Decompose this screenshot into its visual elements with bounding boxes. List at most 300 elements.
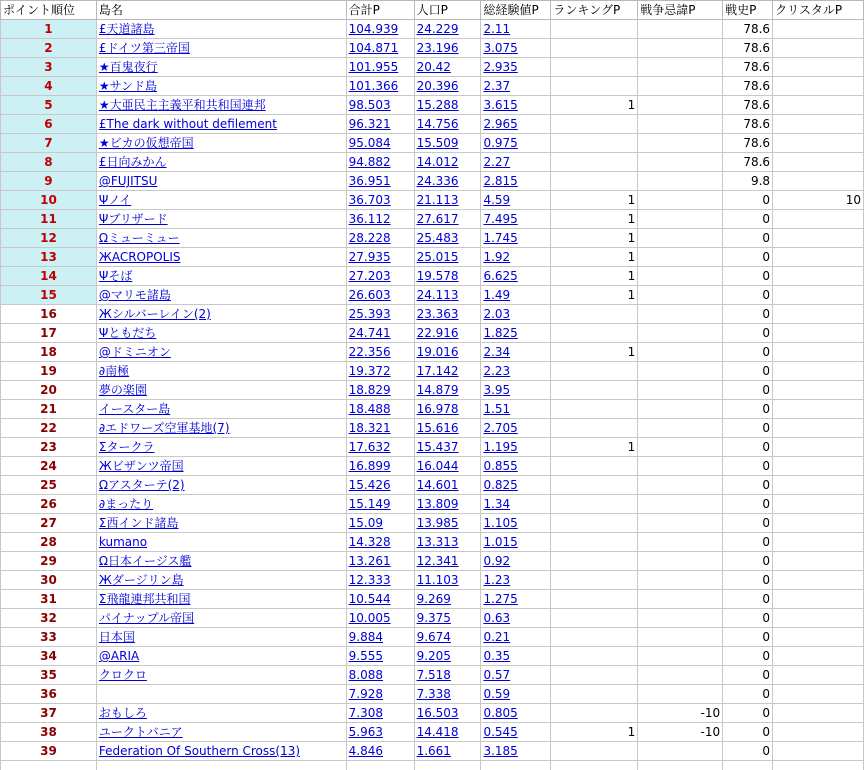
rank-cell[interactable]: 24 <box>1 457 97 476</box>
experience-points-link[interactable]: 3.185 <box>481 742 551 761</box>
experience-points-link[interactable]: 2.34 <box>481 343 551 362</box>
rank-cell[interactable]: 6 <box>1 115 97 134</box>
total-points-link[interactable]: 18.829 <box>346 381 414 400</box>
war-avoidance-cell[interactable] <box>638 58 723 77</box>
population-points-link[interactable]: 24.113 <box>414 286 481 305</box>
ranking-points-cell[interactable] <box>551 533 638 552</box>
population-points-link[interactable]: 21.113 <box>414 191 481 210</box>
war-history-cell[interactable]: 0 <box>723 248 773 267</box>
rank-cell[interactable]: 13 <box>1 248 97 267</box>
war-history-cell[interactable]: 78.6 <box>723 58 773 77</box>
population-points-link[interactable]: 7.338 <box>414 685 481 704</box>
crystal-points-cell[interactable] <box>773 362 864 381</box>
crystal-points-cell[interactable] <box>773 742 864 761</box>
ranking-points-cell[interactable]: 1 <box>551 286 638 305</box>
island-name-link[interactable] <box>96 685 346 704</box>
total-points-link[interactable]: 36.951 <box>346 172 414 191</box>
header-cell-ranking[interactable]: ランキングP <box>551 1 638 20</box>
population-points-link[interactable]: 20.42 <box>414 58 481 77</box>
rank-cell[interactable]: 26 <box>1 495 97 514</box>
experience-points-link[interactable]: 2.965 <box>481 115 551 134</box>
war-avoidance-cell[interactable] <box>638 552 723 571</box>
war-history-cell[interactable]: 0 <box>723 324 773 343</box>
war-history-cell[interactable]: 0 <box>723 267 773 286</box>
war-history-cell[interactable]: 0 <box>723 457 773 476</box>
war-history-cell[interactable]: 78.6 <box>723 20 773 39</box>
ranking-points-cell[interactable] <box>551 115 638 134</box>
war-avoidance-cell[interactable] <box>638 210 723 229</box>
island-name-link[interactable]: £The dark without defilement <box>96 115 346 134</box>
empty-cell[interactable] <box>96 761 346 770</box>
total-points-link[interactable]: 12.333 <box>346 571 414 590</box>
empty-cell[interactable] <box>414 761 481 770</box>
rank-cell[interactable]: 7 <box>1 134 97 153</box>
war-history-cell[interactable]: 0 <box>723 286 773 305</box>
experience-points-link[interactable]: 7.495 <box>481 210 551 229</box>
crystal-points-cell[interactable] <box>773 324 864 343</box>
war-avoidance-cell[interactable] <box>638 229 723 248</box>
rank-cell[interactable]: 23 <box>1 438 97 457</box>
ranking-points-cell[interactable] <box>551 628 638 647</box>
war-history-cell[interactable]: 0 <box>723 533 773 552</box>
island-name-link[interactable]: £天道諸島 <box>96 20 346 39</box>
war-history-cell[interactable]: 0 <box>723 210 773 229</box>
rank-cell[interactable]: 18 <box>1 343 97 362</box>
ranking-points-cell[interactable] <box>551 647 638 666</box>
war-avoidance-cell[interactable] <box>638 609 723 628</box>
total-points-link[interactable]: 14.328 <box>346 533 414 552</box>
total-points-link[interactable]: 96.321 <box>346 115 414 134</box>
total-points-link[interactable]: 15.426 <box>346 476 414 495</box>
war-history-cell[interactable]: 0 <box>723 419 773 438</box>
crystal-points-cell[interactable] <box>773 514 864 533</box>
rank-cell[interactable]: 15 <box>1 286 97 305</box>
experience-points-link[interactable]: 1.825 <box>481 324 551 343</box>
rank-cell[interactable]: 17 <box>1 324 97 343</box>
rank-cell[interactable]: 31 <box>1 590 97 609</box>
ranking-points-cell[interactable] <box>551 305 638 324</box>
empty-cell[interactable] <box>773 761 864 770</box>
population-points-link[interactable]: 14.601 <box>414 476 481 495</box>
rank-cell[interactable]: 19 <box>1 362 97 381</box>
experience-points-link[interactable]: 0.545 <box>481 723 551 742</box>
total-points-link[interactable]: 36.112 <box>346 210 414 229</box>
experience-points-link[interactable]: 0.855 <box>481 457 551 476</box>
war-history-cell[interactable]: 0 <box>723 609 773 628</box>
ranking-points-cell[interactable] <box>551 666 638 685</box>
population-points-link[interactable]: 22.916 <box>414 324 481 343</box>
population-points-link[interactable]: 19.016 <box>414 343 481 362</box>
rank-cell[interactable]: 34 <box>1 647 97 666</box>
experience-points-link[interactable]: 1.23 <box>481 571 551 590</box>
population-points-link[interactable]: 15.509 <box>414 134 481 153</box>
total-points-link[interactable]: 18.488 <box>346 400 414 419</box>
island-name-link[interactable]: Ωミューミュー <box>96 229 346 248</box>
population-points-link[interactable]: 13.313 <box>414 533 481 552</box>
experience-points-link[interactable]: 0.59 <box>481 685 551 704</box>
war-avoidance-cell[interactable] <box>638 457 723 476</box>
population-points-link[interactable]: 16.503 <box>414 704 481 723</box>
population-points-link[interactable]: 1.661 <box>414 742 481 761</box>
total-points-link[interactable]: 27.203 <box>346 267 414 286</box>
total-points-link[interactable]: 101.955 <box>346 58 414 77</box>
crystal-points-cell[interactable] <box>773 153 864 172</box>
header-cell-island[interactable]: 島名 <box>96 1 346 20</box>
island-name-link[interactable]: イースター島 <box>96 400 346 419</box>
population-points-link[interactable]: 24.336 <box>414 172 481 191</box>
crystal-points-cell[interactable] <box>773 58 864 77</box>
total-points-link[interactable]: 19.372 <box>346 362 414 381</box>
rank-cell[interactable]: 3 <box>1 58 97 77</box>
experience-points-link[interactable]: 0.57 <box>481 666 551 685</box>
crystal-points-cell[interactable] <box>773 685 864 704</box>
crystal-points-cell[interactable] <box>773 476 864 495</box>
crystal-points-cell[interactable] <box>773 248 864 267</box>
ranking-points-cell[interactable] <box>551 552 638 571</box>
population-points-link[interactable]: 14.012 <box>414 153 481 172</box>
population-points-link[interactable]: 17.142 <box>414 362 481 381</box>
header-cell-rank[interactable]: ポイント順位 <box>1 1 97 20</box>
ranking-points-cell[interactable] <box>551 514 638 533</box>
war-history-cell[interactable]: 0 <box>723 362 773 381</box>
ranking-points-cell[interactable] <box>551 495 638 514</box>
population-points-link[interactable]: 14.756 <box>414 115 481 134</box>
population-points-link[interactable]: 15.288 <box>414 96 481 115</box>
population-points-link[interactable]: 19.578 <box>414 267 481 286</box>
header-cell-exp[interactable]: 総経験値P <box>481 1 551 20</box>
crystal-points-cell[interactable] <box>773 419 864 438</box>
crystal-points-cell[interactable] <box>773 381 864 400</box>
island-name-link[interactable]: Ψノイ <box>96 191 346 210</box>
total-points-link[interactable]: 94.882 <box>346 153 414 172</box>
total-points-link[interactable]: 18.321 <box>346 419 414 438</box>
experience-points-link[interactable]: 1.195 <box>481 438 551 457</box>
header-cell-crystal[interactable]: クリスタルP <box>773 1 864 20</box>
crystal-points-cell[interactable] <box>773 172 864 191</box>
ranking-points-cell[interactable] <box>551 571 638 590</box>
experience-points-link[interactable]: 0.825 <box>481 476 551 495</box>
experience-points-link[interactable]: 0.21 <box>481 628 551 647</box>
crystal-points-cell[interactable] <box>773 571 864 590</box>
population-points-link[interactable]: 9.269 <box>414 590 481 609</box>
population-points-link[interactable]: 25.015 <box>414 248 481 267</box>
crystal-points-cell[interactable] <box>773 666 864 685</box>
war-avoidance-cell[interactable] <box>638 191 723 210</box>
experience-points-link[interactable]: 1.49 <box>481 286 551 305</box>
war-history-cell[interactable]: 0 <box>723 495 773 514</box>
ranking-points-cell[interactable]: 1 <box>551 248 638 267</box>
war-history-cell[interactable]: 0 <box>723 685 773 704</box>
war-avoidance-cell[interactable] <box>638 248 723 267</box>
war-avoidance-cell[interactable] <box>638 172 723 191</box>
total-points-link[interactable]: 36.703 <box>346 191 414 210</box>
crystal-points-cell[interactable] <box>773 438 864 457</box>
war-history-cell[interactable]: 0 <box>723 381 773 400</box>
island-name-link[interactable]: ユークトバニア <box>96 723 346 742</box>
experience-points-link[interactable]: 4.59 <box>481 191 551 210</box>
experience-points-link[interactable]: 0.35 <box>481 647 551 666</box>
war-avoidance-cell[interactable] <box>638 362 723 381</box>
war-avoidance-cell[interactable] <box>638 381 723 400</box>
war-avoidance-cell[interactable] <box>638 267 723 286</box>
war-avoidance-cell[interactable] <box>638 533 723 552</box>
war-avoidance-cell[interactable] <box>638 343 723 362</box>
crystal-points-cell[interactable] <box>773 400 864 419</box>
total-points-link[interactable]: 7.928 <box>346 685 414 704</box>
war-avoidance-cell[interactable] <box>638 628 723 647</box>
crystal-points-cell[interactable] <box>773 286 864 305</box>
ranking-points-cell[interactable]: 1 <box>551 96 638 115</box>
crystal-points-cell[interactable] <box>773 704 864 723</box>
crystal-points-cell[interactable] <box>773 723 864 742</box>
population-points-link[interactable]: 25.483 <box>414 229 481 248</box>
experience-points-link[interactable]: 0.63 <box>481 609 551 628</box>
war-avoidance-cell[interactable]: -10 <box>638 723 723 742</box>
island-name-link[interactable]: Ψそば <box>96 267 346 286</box>
experience-points-link[interactable]: 2.03 <box>481 305 551 324</box>
rank-cell[interactable]: 37 <box>1 704 97 723</box>
crystal-points-cell[interactable] <box>773 457 864 476</box>
rank-cell[interactable]: 35 <box>1 666 97 685</box>
rank-cell[interactable]: 9 <box>1 172 97 191</box>
ranking-points-cell[interactable]: 1 <box>551 438 638 457</box>
ranking-points-cell[interactable] <box>551 39 638 58</box>
war-avoidance-cell[interactable] <box>638 476 723 495</box>
population-points-link[interactable]: 9.205 <box>414 647 481 666</box>
war-avoidance-cell[interactable] <box>638 134 723 153</box>
rank-cell[interactable]: 22 <box>1 419 97 438</box>
war-history-cell[interactable]: 0 <box>723 400 773 419</box>
rank-cell[interactable]: 36 <box>1 685 97 704</box>
rank-cell[interactable]: 11 <box>1 210 97 229</box>
empty-cell[interactable] <box>723 761 773 770</box>
crystal-points-cell[interactable] <box>773 495 864 514</box>
total-points-link[interactable]: 15.09 <box>346 514 414 533</box>
total-points-link[interactable]: 8.088 <box>346 666 414 685</box>
war-history-cell[interactable]: 0 <box>723 742 773 761</box>
war-history-cell[interactable]: 0 <box>723 552 773 571</box>
crystal-points-cell[interactable] <box>773 609 864 628</box>
experience-points-link[interactable]: 1.92 <box>481 248 551 267</box>
rank-cell[interactable]: 39 <box>1 742 97 761</box>
experience-points-link[interactable]: 3.075 <box>481 39 551 58</box>
crystal-points-cell[interactable] <box>773 628 864 647</box>
rank-cell[interactable]: 2 <box>1 39 97 58</box>
total-points-link[interactable]: 10.005 <box>346 609 414 628</box>
ranking-points-cell[interactable] <box>551 476 638 495</box>
war-history-cell[interactable]: 78.6 <box>723 153 773 172</box>
war-avoidance-cell[interactable] <box>638 96 723 115</box>
population-points-link[interactable]: 16.978 <box>414 400 481 419</box>
island-name-link[interactable]: ★ビカの仮想帝国 <box>96 134 346 153</box>
empty-cell[interactable] <box>551 761 638 770</box>
island-name-link[interactable]: Ψブリザード <box>96 210 346 229</box>
war-history-cell[interactable]: 78.6 <box>723 77 773 96</box>
total-points-link[interactable]: 26.603 <box>346 286 414 305</box>
population-points-link[interactable]: 14.418 <box>414 723 481 742</box>
war-history-cell[interactable]: 78.6 <box>723 134 773 153</box>
crystal-points-cell[interactable] <box>773 552 864 571</box>
ranking-points-cell[interactable]: 1 <box>551 343 638 362</box>
rank-cell[interactable]: 21 <box>1 400 97 419</box>
rank-cell[interactable]: 8 <box>1 153 97 172</box>
war-avoidance-cell[interactable] <box>638 324 723 343</box>
crystal-points-cell[interactable] <box>773 20 864 39</box>
island-name-link[interactable]: Жダージリン島 <box>96 571 346 590</box>
island-name-link[interactable]: 日本国 <box>96 628 346 647</box>
war-history-cell[interactable]: 0 <box>723 191 773 210</box>
experience-points-link[interactable]: 1.51 <box>481 400 551 419</box>
ranking-points-cell[interactable] <box>551 77 638 96</box>
population-points-link[interactable]: 27.617 <box>414 210 481 229</box>
total-points-link[interactable]: 15.149 <box>346 495 414 514</box>
total-points-link[interactable]: 4.846 <box>346 742 414 761</box>
total-points-link[interactable]: 7.308 <box>346 704 414 723</box>
island-name-link[interactable]: ∂まったり <box>96 495 346 514</box>
island-name-link[interactable]: Ψともだち <box>96 324 346 343</box>
island-name-link[interactable]: £日向みかん <box>96 153 346 172</box>
crystal-points-cell[interactable] <box>773 647 864 666</box>
total-points-link[interactable]: 13.261 <box>346 552 414 571</box>
rank-cell[interactable]: 20 <box>1 381 97 400</box>
war-avoidance-cell[interactable]: -10 <box>638 704 723 723</box>
rank-cell[interactable]: 28 <box>1 533 97 552</box>
crystal-points-cell[interactable]: 10 <box>773 191 864 210</box>
island-name-link[interactable]: ★サンド島 <box>96 77 346 96</box>
rank-cell[interactable]: 33 <box>1 628 97 647</box>
header-cell-history[interactable]: 戦史P <box>723 1 773 20</box>
island-name-link[interactable]: ∂エドワーズ空軍基地(7) <box>96 419 346 438</box>
island-name-link[interactable]: @ARIA <box>96 647 346 666</box>
war-history-cell[interactable]: 0 <box>723 666 773 685</box>
total-points-link[interactable]: 24.741 <box>346 324 414 343</box>
crystal-points-cell[interactable] <box>773 134 864 153</box>
population-points-link[interactable]: 14.879 <box>414 381 481 400</box>
ranking-points-cell[interactable]: 1 <box>551 210 638 229</box>
island-name-link[interactable]: Жシルバーレイン(2) <box>96 305 346 324</box>
ranking-points-cell[interactable] <box>551 20 638 39</box>
population-points-link[interactable]: 20.396 <box>414 77 481 96</box>
experience-points-link[interactable]: 0.805 <box>481 704 551 723</box>
total-points-link[interactable]: 17.632 <box>346 438 414 457</box>
ranking-points-cell[interactable] <box>551 742 638 761</box>
rank-cell[interactable]: 10 <box>1 191 97 210</box>
war-history-cell[interactable]: 0 <box>723 305 773 324</box>
war-avoidance-cell[interactable] <box>638 590 723 609</box>
total-points-link[interactable]: 9.884 <box>346 628 414 647</box>
ranking-points-cell[interactable]: 1 <box>551 229 638 248</box>
total-points-link[interactable]: 27.935 <box>346 248 414 267</box>
rank-cell[interactable]: 38 <box>1 723 97 742</box>
ranking-points-cell[interactable] <box>551 58 638 77</box>
crystal-points-cell[interactable] <box>773 229 864 248</box>
ranking-points-cell[interactable]: 1 <box>551 267 638 286</box>
header-cell-total[interactable]: 合計P <box>346 1 414 20</box>
war-avoidance-cell[interactable] <box>638 286 723 305</box>
war-avoidance-cell[interactable] <box>638 419 723 438</box>
crystal-points-cell[interactable] <box>773 343 864 362</box>
ranking-points-cell[interactable] <box>551 362 638 381</box>
total-points-link[interactable]: 22.356 <box>346 343 414 362</box>
island-name-link[interactable]: @FUJITSU <box>96 172 346 191</box>
war-history-cell[interactable]: 0 <box>723 571 773 590</box>
island-name-link[interactable]: クロクロ <box>96 666 346 685</box>
island-name-link[interactable]: kumano <box>96 533 346 552</box>
war-history-cell[interactable]: 78.6 <box>723 96 773 115</box>
ranking-points-cell[interactable]: 1 <box>551 723 638 742</box>
experience-points-link[interactable]: 2.37 <box>481 77 551 96</box>
population-points-link[interactable]: 9.674 <box>414 628 481 647</box>
war-history-cell[interactable]: 78.6 <box>723 115 773 134</box>
war-history-cell[interactable]: 0 <box>723 704 773 723</box>
crystal-points-cell[interactable] <box>773 96 864 115</box>
experience-points-link[interactable]: 3.615 <box>481 96 551 115</box>
war-avoidance-cell[interactable] <box>638 153 723 172</box>
ranking-points-cell[interactable] <box>551 400 638 419</box>
rank-cell[interactable]: 27 <box>1 514 97 533</box>
war-history-cell[interactable]: 0 <box>723 647 773 666</box>
crystal-points-cell[interactable] <box>773 115 864 134</box>
crystal-points-cell[interactable] <box>773 39 864 58</box>
total-points-link[interactable]: 98.503 <box>346 96 414 115</box>
rank-cell[interactable]: 29 <box>1 552 97 571</box>
total-points-link[interactable]: 28.228 <box>346 229 414 248</box>
war-history-cell[interactable]: 78.6 <box>723 39 773 58</box>
war-history-cell[interactable]: 9.8 <box>723 172 773 191</box>
population-points-link[interactable]: 23.363 <box>414 305 481 324</box>
experience-points-link[interactable]: 6.625 <box>481 267 551 286</box>
war-avoidance-cell[interactable] <box>638 305 723 324</box>
population-points-link[interactable]: 7.518 <box>414 666 481 685</box>
total-points-link[interactable]: 10.544 <box>346 590 414 609</box>
population-points-link[interactable]: 13.985 <box>414 514 481 533</box>
header-cell-pop[interactable]: 人口P <box>414 1 481 20</box>
total-points-link[interactable]: 16.899 <box>346 457 414 476</box>
population-points-link[interactable]: 23.196 <box>414 39 481 58</box>
war-avoidance-cell[interactable] <box>638 400 723 419</box>
rank-cell[interactable]: 1 <box>1 20 97 39</box>
total-points-link[interactable]: 95.084 <box>346 134 414 153</box>
island-name-link[interactable]: ★大亜民主主義平和共和国連邦 <box>96 96 346 115</box>
rank-cell[interactable]: 16 <box>1 305 97 324</box>
ranking-points-cell[interactable] <box>551 381 638 400</box>
experience-points-link[interactable]: 1.015 <box>481 533 551 552</box>
war-avoidance-cell[interactable] <box>638 742 723 761</box>
war-avoidance-cell[interactable] <box>638 77 723 96</box>
empty-cell[interactable] <box>638 761 723 770</box>
ranking-points-cell[interactable]: 1 <box>551 191 638 210</box>
rank-cell[interactable]: 32 <box>1 609 97 628</box>
ranking-points-cell[interactable] <box>551 609 638 628</box>
header-cell-war[interactable]: 戦争忌諱P <box>638 1 723 20</box>
war-avoidance-cell[interactable] <box>638 514 723 533</box>
experience-points-link[interactable]: 2.11 <box>481 20 551 39</box>
total-points-link[interactable]: 104.939 <box>346 20 414 39</box>
island-name-link[interactable]: ★百鬼夜行 <box>96 58 346 77</box>
island-name-link[interactable]: £ドイツ第三帝国 <box>96 39 346 58</box>
ranking-points-cell[interactable] <box>551 457 638 476</box>
island-name-link[interactable]: Σ飛龍連邦共和国 <box>96 590 346 609</box>
war-history-cell[interactable]: 0 <box>723 514 773 533</box>
crystal-points-cell[interactable] <box>773 590 864 609</box>
population-points-link[interactable]: 15.437 <box>414 438 481 457</box>
war-history-cell[interactable]: 0 <box>723 229 773 248</box>
island-name-link[interactable]: Federation Of Southern Cross(13) <box>96 742 346 761</box>
ranking-points-cell[interactable] <box>551 153 638 172</box>
war-history-cell[interactable]: 0 <box>723 723 773 742</box>
war-avoidance-cell[interactable] <box>638 666 723 685</box>
island-name-link[interactable]: Σ西インド諸島 <box>96 514 346 533</box>
